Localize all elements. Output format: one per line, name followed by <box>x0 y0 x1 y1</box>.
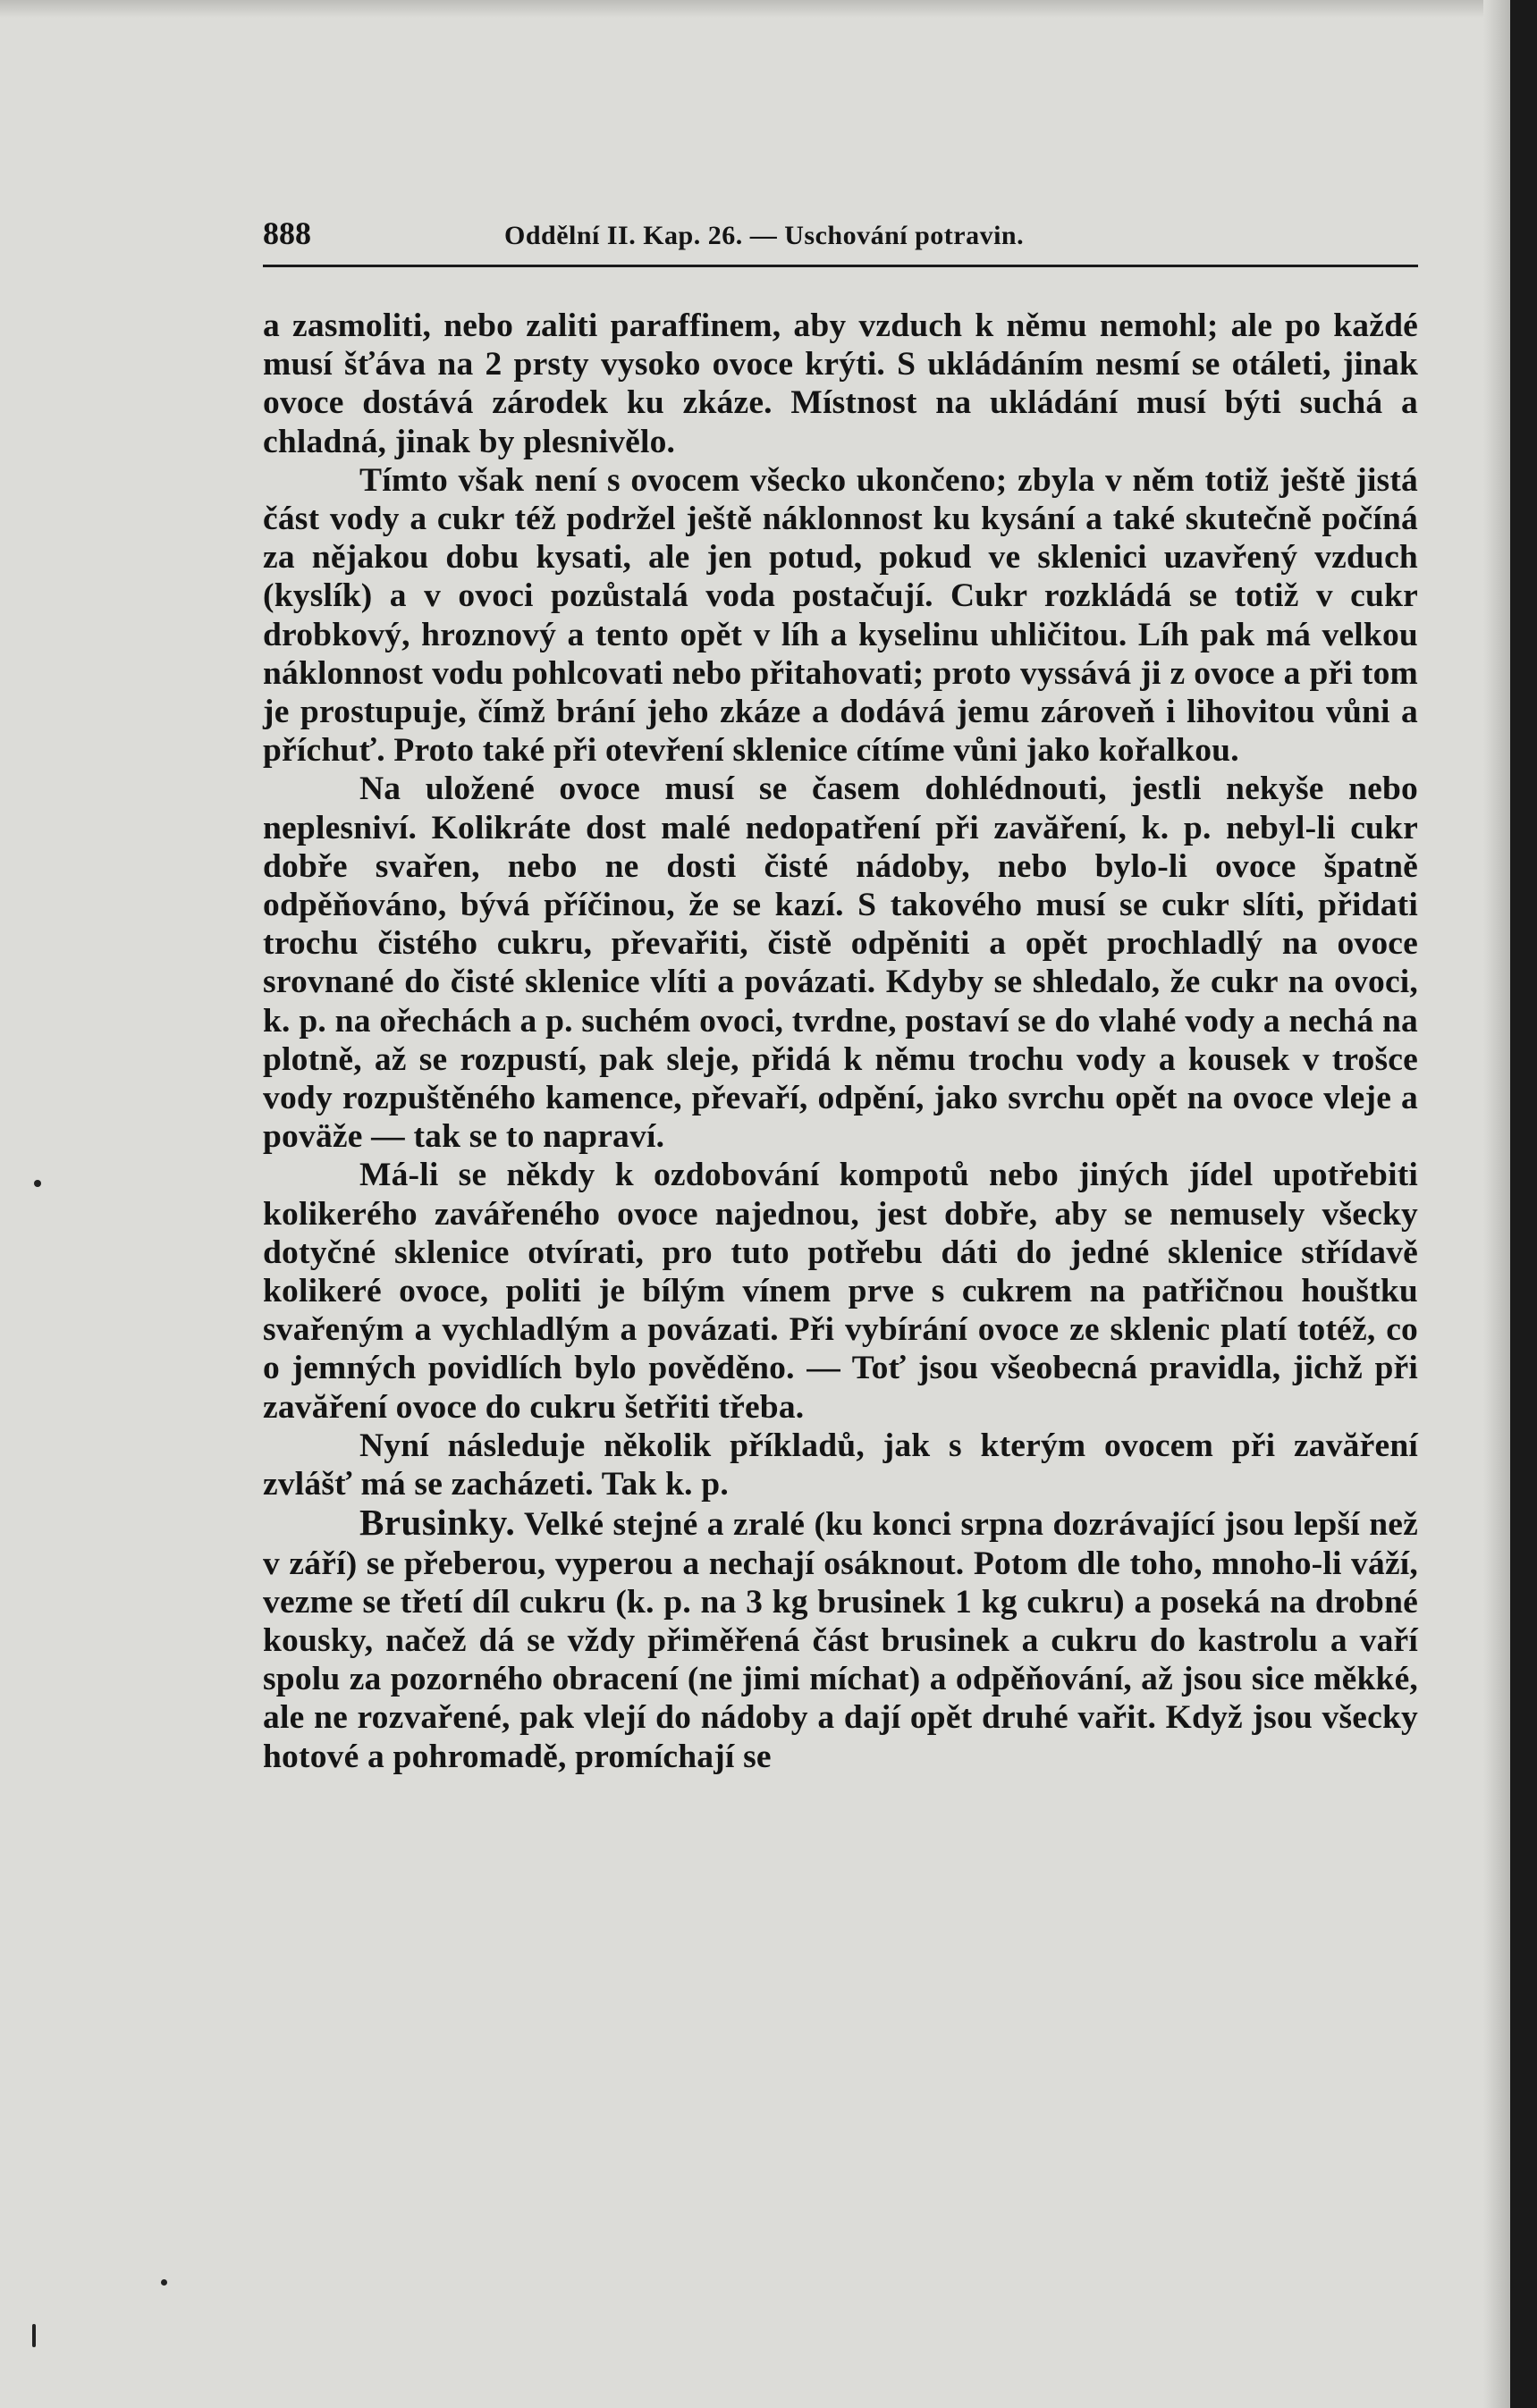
paragraph-brusinky <box>263 1503 1418 1775</box>
paragraph <box>263 1427 1418 1503</box>
scan-speck <box>32 2324 36 2347</box>
paragraph-text: Velké stejné a zralé (ku konci srpna dozrávající jsou lepší než v září) se přeberou, vyperou a nechají osáknout. Potom dle toho, mnoho-li váží, vezme se třetí díl cukru (k. p. na 3 kg brusinek 1 kg cukru) a poseká na drobné kousky, načež dá se vždy přiměřená část brusinek a cukru do kastrolu a vaří spolu za pozorného obracení (ne jimi míchat) a odpěňování, až jsou sice měkké, ale ne rozvařené, pak vlejí do nádoby a dají opět druhé vařit. Když jsou všecky hotové a pohromadě, promíchají se <box>263 1506 1418 1775</box>
paragraph <box>263 1156 1418 1426</box>
scan-speck <box>34 1180 41 1187</box>
paragraph-text: a zasmoliti, nebo zaliti paraffinem, aby vzduch k němu nemohl; ale po každé musí šťáva na 2 prsty vysoko ovoce krýti. S ukládáním nesmí se otáleti, jinak ovoce dostává zárodek ku zkáze. Místnost na ukládání musí býti suchá a chladná, jinak by plesnivělo. <box>263 307 1418 460</box>
book-page <box>263 215 1418 1776</box>
section-lead-word: Brusinky. <box>359 1502 516 1544</box>
paragraph <box>263 461 1418 770</box>
scan-binding-shadow <box>1483 0 1510 2408</box>
paragraph-text: Má-li se někdy k ozdobování kompotů nebo jiných jídel upotřebiti kolikerého zavářeného ovoce najednou, jest dobře, aby se nemusely všecky dotyčné sklenice otvírati, pro tuto potřebu dáti do jedné sklenice střídavě kolikeré ovoce, politi je bílým vínem prve s cukrem na patřičnou houštku svařeným a vychladlým a povázati. Při vybírání ovoce ze sklenic platí totéž, co o jemných povidlích bylo pověděno. — Toť jsou všeobecná pravidla, jichž při zavăření ovoce do cukru šetřiti třeba. <box>263 1157 1418 1426</box>
paragraph-text: Tímto však není s ovocem všecko ukončeno; zbyla v něm totiž ještě jistá část vody a cukr též podržel ještě náklonnost ku kysání a také skutečně počíná za nějakou dobu kysati, ale jen potud, pokud ve sklenici uzavřený vzduch (kyslík) a v ovoci pozůstalá voda postačují. Cukr rozkládá se totiž v cukr drobkový, hroznový a tento opět v líh a kyselinu uhličitou. Líh pak má velkou náklonnost vodu pohlcovati nebo přitahovati; proto vyssává ji z ovoce a při tom je prostupuje, čímž brání jeho zkáze a dodává jemu zároveň i lihovitou vůni a příchuť. Proto také při otevření sklenice cítíme vůni jako kořalkou. <box>263 461 1418 770</box>
scan-top-edge <box>0 0 1537 18</box>
scan-speck <box>161 2279 167 2286</box>
running-title: Oddělní II. Kap. 26. — Uschování potravin. <box>504 221 1025 250</box>
page-number: 888 <box>263 215 311 251</box>
body-text <box>263 307 1418 1776</box>
paragraph-text: Na uložené ovoce musí se časem dohlédnouti, jestli nekyše nebo neplesniví. Kolikráte dost malé nedopatření při zavăření, k. p. nebyl-li cukr dobře svařen, nebo ne dosti čisté nádoby, nebo bylo-li ovoce špatně odpěňováno, bývá příčinou, že se kazí. S takového musí se cukr slíti, přidati trochu čistého cukru, převařiti, čistě odpěniti a opět prochladlý na ovoce srovnané do čisté sklenice vlíti a povázati. Kdyby se shledalo, že cukr na ovoci, k. p. na ořechách a p. suchém ovoci, tvrdne, postaví se do vlahé vody a nechá na plotně, až se rozpustí, pak sleje, přidá k němu trochu vody a kousek v trošce vody rozpuštěného kamence, převaří, odpění, jako svrchu opět na ovoce vleje a poväže — tak se to napraví. <box>263 770 1418 1156</box>
paragraph <box>263 307 1418 461</box>
paragraph-text: Nyní následuje několik příkladů, jak s kterým ovocem při zavăření zvlášť má se zacházeti. Tak k. p. <box>263 1427 1418 1503</box>
paragraph <box>263 770 1418 1156</box>
scan-right-edge <box>1510 0 1537 2408</box>
running-header <box>263 215 1418 267</box>
